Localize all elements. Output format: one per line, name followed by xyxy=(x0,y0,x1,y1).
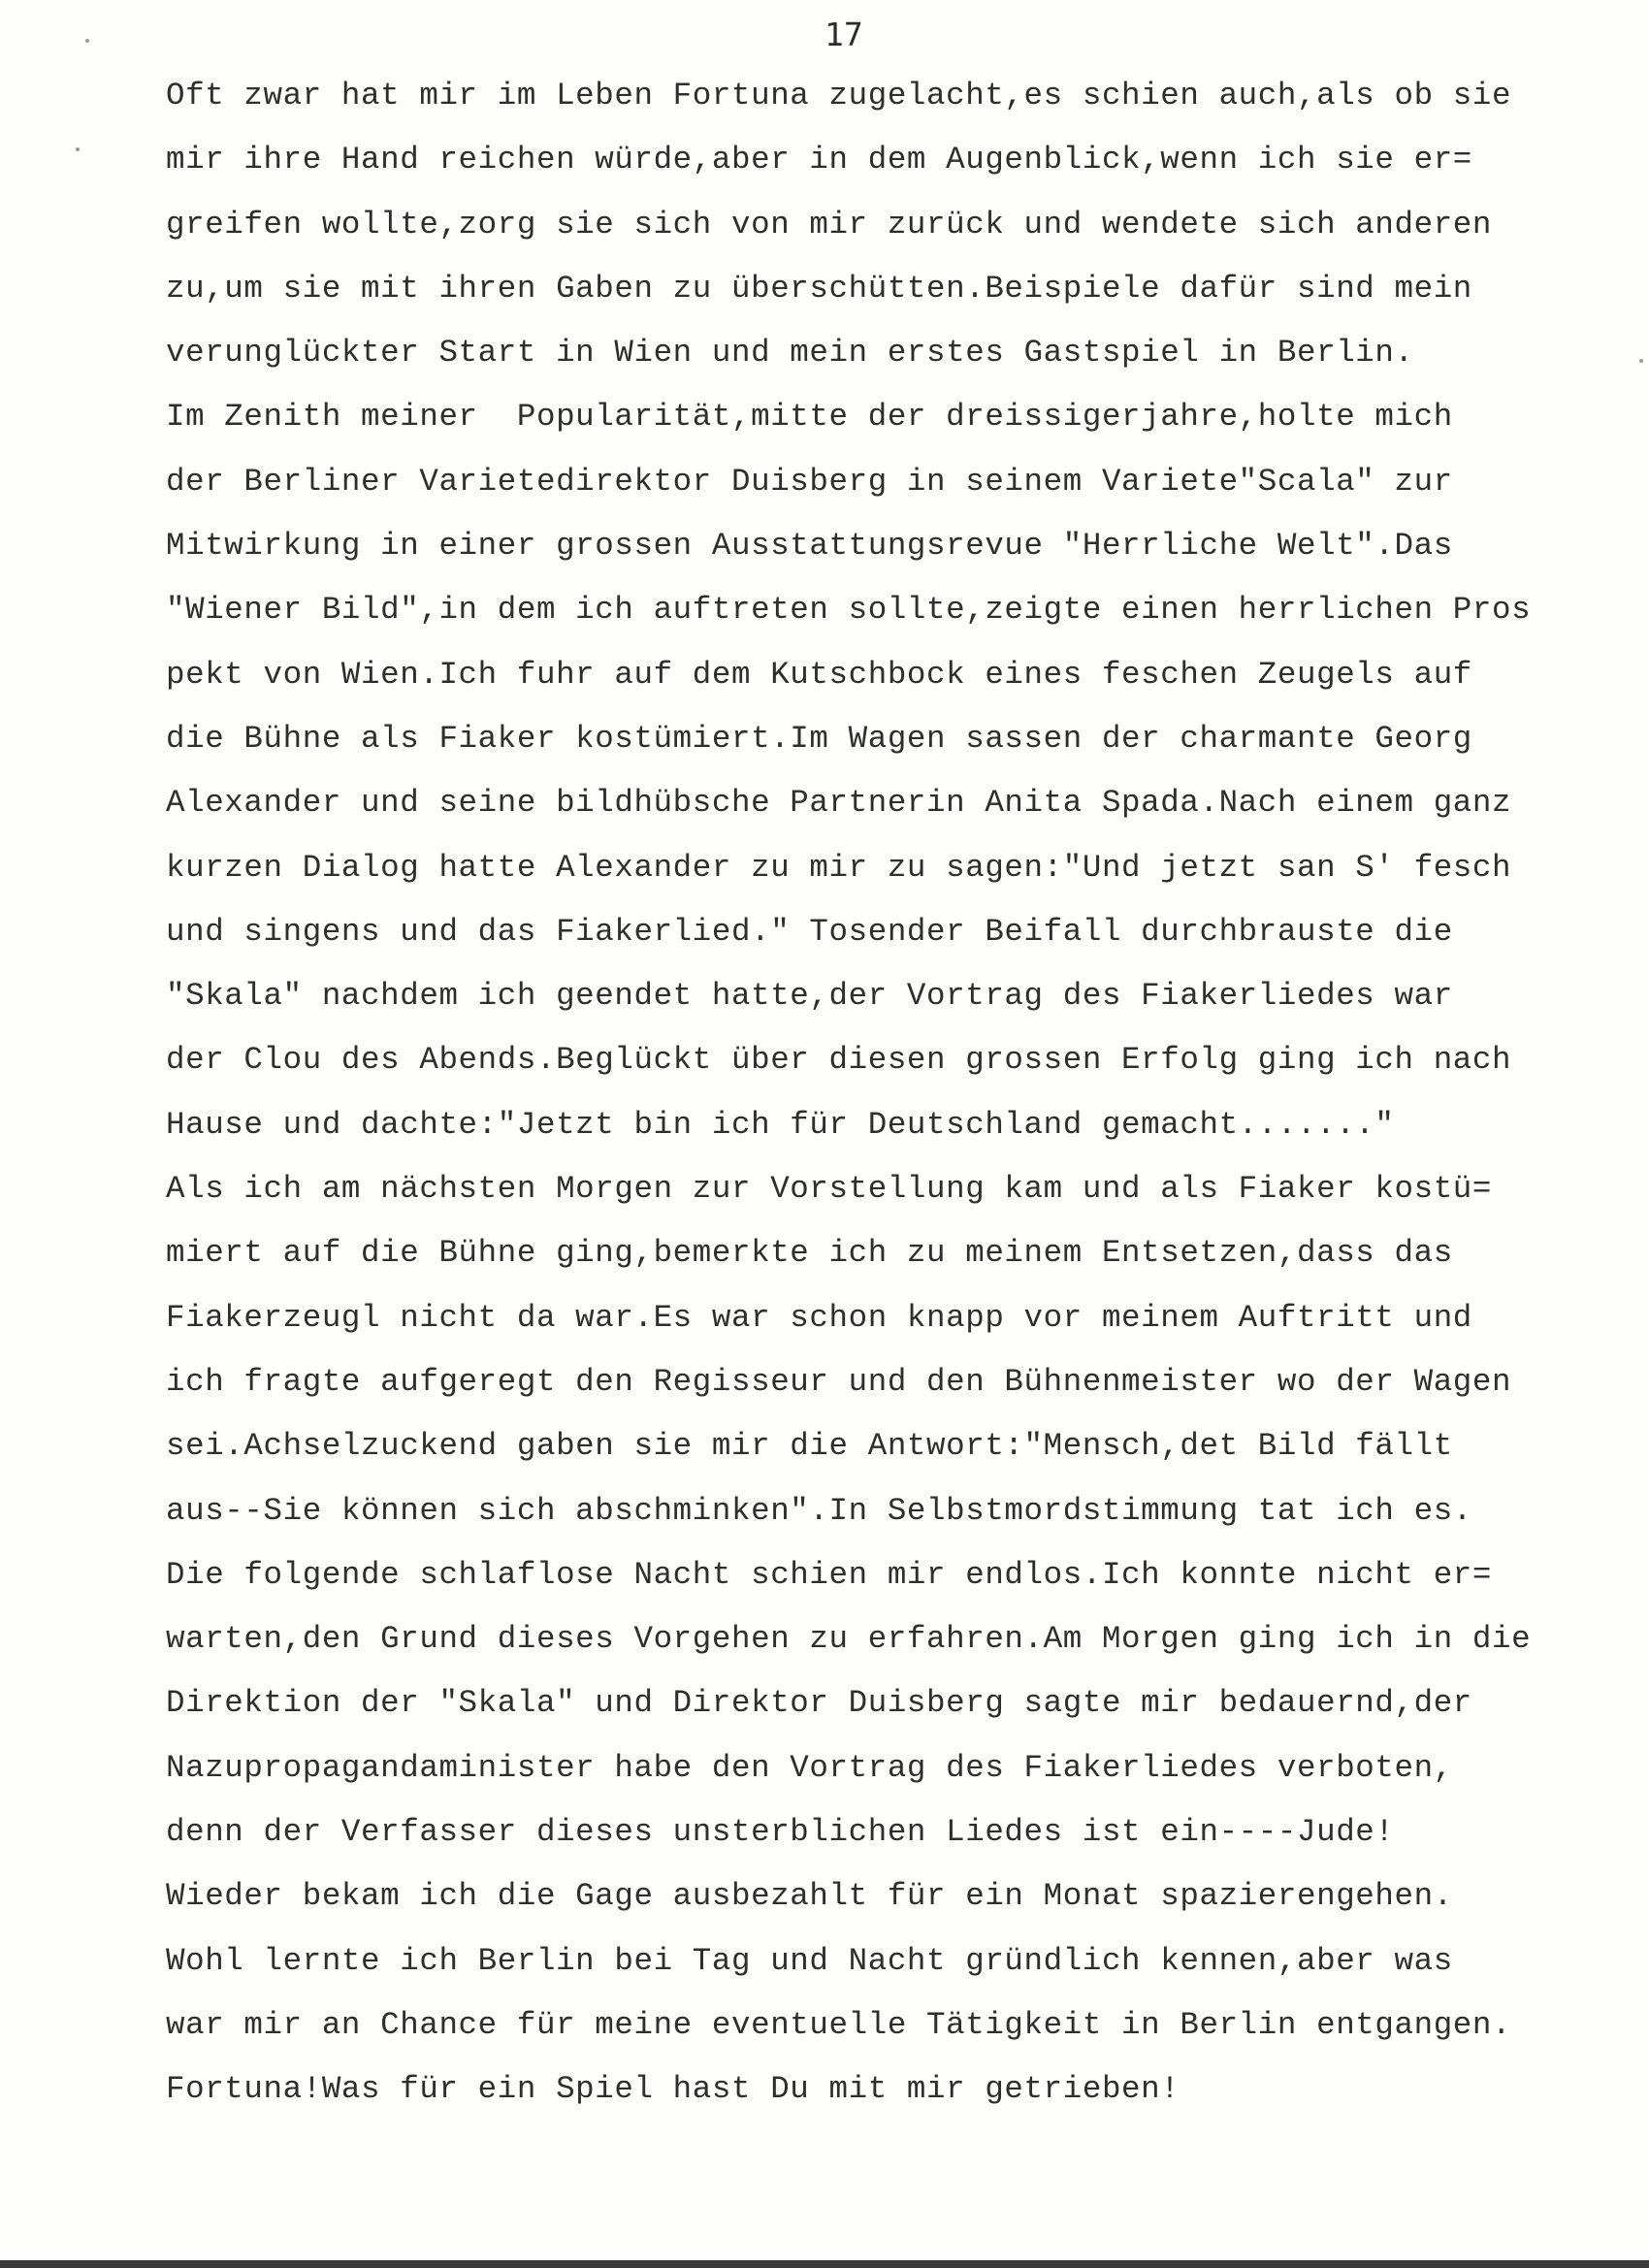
text-line: verunglückter Start in Wien und mein erstes Gastspiel in Berlin. xyxy=(166,335,1414,372)
text-line: Wohl lernte ich Berlin bei Tag und Nacht gründlich kennen,aber was xyxy=(166,1942,1453,1979)
paper-speck xyxy=(85,39,89,43)
text-line: miert auf die Bühne ging,bemerkte ich zu meinem Entsetzen,dass das xyxy=(166,1235,1453,1272)
text-line: Mitwirkung in einer grossen Ausstattungsrevue "Herrliche Welt".Das xyxy=(166,528,1453,565)
text-line: Alexander und seine bildhübsche Partnerin Anita Spada.Nach einem ganz xyxy=(166,785,1512,822)
text-line: "Skala" nachdem ich geendet hatte,der Vortrag des Fiakerliedes war xyxy=(166,978,1453,1015)
text-line: der Berliner Varietedirektor Duisberg in seinem Variete"Scala" zur xyxy=(166,463,1453,500)
body-text xyxy=(166,64,1621,2122)
text-line: Im Zenith meiner Popularität,mitte der dreissigerjahre,holte mich xyxy=(166,399,1453,436)
paper-speck xyxy=(76,147,80,151)
text-line: "Wiener Bild",in dem ich auftreten sollte,zeigte einen herrlichen Pros xyxy=(166,592,1532,629)
scan-bottom-edge xyxy=(0,2260,1649,2268)
page-number: 17 xyxy=(824,16,863,53)
text-line: Direktion der "Skala" und Direktor Duisberg sagte mir bedauernd,der xyxy=(166,1685,1472,1722)
text-line: sei.Achselzuckend gaben sie mir die Antwort:"Mensch,det Bild fällt xyxy=(166,1428,1453,1465)
text-line: und singens und das Fiakerlied." Tosender Beifall durchbrauste die xyxy=(166,913,1453,950)
text-line: pekt von Wien.Ich fuhr auf dem Kutschbock eines feschen Zeugels auf xyxy=(166,656,1472,693)
text-line: greifen wollte,zorg sie sich von mir zurück und wendete sich anderen xyxy=(166,206,1493,243)
text-line: Oft zwar hat mir im Leben Fortuna zugelacht,es schien auch,als ob sie xyxy=(166,78,1512,113)
text-line: kurzen Dialog hatte Alexander zu mir zu sagen:"Und jetzt san S' fesch xyxy=(166,849,1512,886)
text-line: Die folgende schlaflose Nacht schien mir endlos.Ich konnte nicht er= xyxy=(166,1556,1493,1593)
text-line: aus--Sie können sich abschminken".In Selbstmordstimmung tat ich es. xyxy=(166,1492,1472,1529)
text-line: ich fragte aufgeregt den Regisseur und den Bühnenmeister wo der Wagen xyxy=(166,1363,1512,1400)
text-line: Fortuna!Was für ein Spiel hast Du mit mir getrieben! xyxy=(166,2071,1180,2108)
text-line: mir ihre Hand reichen würde,aber in dem Augenblick,wenn ich sie er= xyxy=(166,142,1472,178)
text-line: zu,um sie mit ihren Gaben zu überschütten.Beispiele dafür sind mein xyxy=(166,270,1472,307)
text-line: Wieder bekam ich die Gage ausbezahlt für ein Monat spazierengehen. xyxy=(166,1878,1453,1915)
text-line: die Bühne als Fiaker kostümiert.Im Wagen sassen der charmante Georg xyxy=(166,720,1472,757)
text-line: der Clou des Abends.Beglückt über diesen grossen Erfolg ging ich nach xyxy=(166,1042,1512,1079)
text-line: Fiakerzeugl nicht da war.Es war schon knapp vor meinem Auftritt und xyxy=(166,1299,1472,1336)
text-line: Hause und dachte:"Jetzt bin ich für Deutschland gemacht......." xyxy=(166,1106,1395,1143)
paper-speck xyxy=(1639,359,1643,363)
text-line: Als ich am nächsten Morgen zur Vorstellung kam und als Fiaker kostü= xyxy=(166,1171,1493,1208)
text-line: denn der Verfasser dieses unsterblichen Liedes ist ein----Jude! xyxy=(166,1814,1395,1851)
text-line: war mir an Chance für meine eventuelle Tätigkeit in Berlin entgangen. xyxy=(166,2006,1512,2043)
text-line: warten,den Grund dieses Vorgehen zu erfahren.Am Morgen ging ich in die xyxy=(166,1621,1532,1658)
text-line: Nazupropagandaminister habe den Vortrag des Fiakerliedes verboten, xyxy=(166,1749,1453,1786)
